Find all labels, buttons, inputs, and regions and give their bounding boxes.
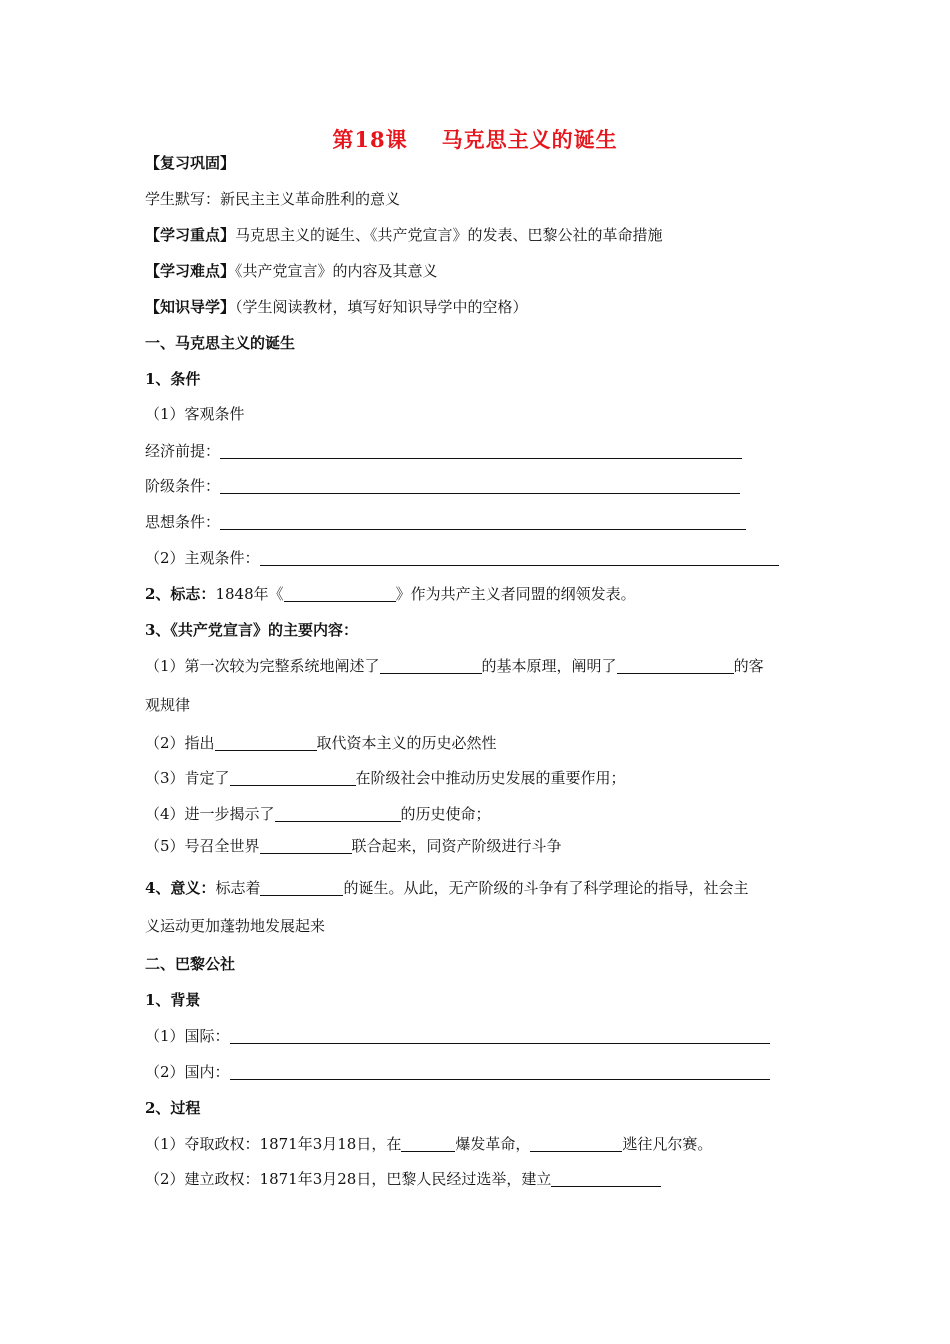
review-heading: 【复习巩固】 — [145, 154, 236, 172]
significance-label: 4、意义： — [145, 879, 216, 897]
significance-line — [145, 877, 748, 899]
process-item-2-pre: （2）建立政权：1871年3月28日，巴黎人民经过选举，建立 — [145, 1170, 552, 1188]
process-item-1-mid: 爆发革命， — [455, 1135, 531, 1153]
difficulty-label: 【学习难点】 — [145, 262, 236, 280]
lesson-title: 马克思主义的诞生 — [441, 127, 618, 152]
conditions-heading: 1、条件 — [145, 370, 201, 388]
content-item-4 — [145, 803, 491, 825]
focus-label: 【学习重点】 — [145, 226, 236, 244]
intl-line — [145, 1025, 770, 1047]
intl-label: （1）国际： — [145, 1027, 230, 1045]
content-item-2 — [145, 732, 497, 754]
class-label: 阶级条件： — [145, 477, 221, 495]
content-item-5 — [145, 835, 562, 857]
guide-line — [145, 296, 528, 318]
content-item-1-pre: （1）第一次较为完整系统地阐述了 — [145, 657, 380, 675]
content-item-4-post: 的历史使命； — [400, 805, 491, 823]
symbol-pre: 1848年《 — [215, 585, 284, 603]
content-item-1-cont: 观规律 — [145, 696, 191, 714]
symbol-line — [145, 583, 636, 605]
focus-line — [145, 224, 663, 246]
difficulty-line — [145, 260, 438, 282]
content-item-5-blank[interactable] — [260, 837, 352, 854]
class-line — [145, 475, 740, 497]
thought-label: 思想条件： — [145, 513, 221, 531]
process-item-1-blank-b[interactable] — [530, 1135, 622, 1152]
content-item-3-blank[interactable] — [230, 769, 356, 786]
content-item-3-pre: （3）肯定了 — [145, 769, 230, 787]
intl-blank[interactable] — [230, 1027, 770, 1044]
symbol-label: 2、标志： — [145, 585, 216, 603]
content-item-5-post: 联合起来，同资产阶级进行斗争 — [351, 837, 562, 855]
content-item-1-blank-a[interactable] — [380, 657, 482, 674]
content-item-4-blank[interactable] — [275, 805, 401, 822]
content-item-2-pre: （2）指出 — [145, 734, 215, 752]
background-heading: 1、背景 — [145, 991, 201, 1009]
domestic-line — [145, 1061, 770, 1083]
content-item-4-pre: （4）进一步揭示了 — [145, 805, 275, 823]
section1-heading: 一、马克思主义的诞生 — [145, 334, 296, 352]
process-heading: 2、过程 — [145, 1099, 201, 1117]
content-heading: 3、《共产党宣言》的主要内容： — [145, 621, 358, 639]
content-item-2-post: 取代资本主义的历史必然性 — [316, 734, 497, 752]
economic-label: 经济前提： — [145, 442, 221, 460]
content-item-5-pre: （5）号召全世界 — [145, 837, 260, 855]
difficulty-text: 《共产党宣言》的内容及其意义 — [235, 262, 438, 280]
domestic-label: （2）国内： — [145, 1063, 230, 1081]
symbol-post: 》作为共产主义者同盟的纲领发表。 — [395, 585, 636, 603]
process-item-1-blank-a[interactable] — [401, 1135, 455, 1152]
content-item-3 — [145, 767, 626, 789]
content-item-1-blank-b[interactable] — [617, 657, 734, 674]
objective-conditions: （1）客观条件 — [145, 405, 245, 423]
guide-text: （学生阅读教材，填写好知识导学中的空格） — [235, 298, 528, 316]
guide-label: 【知识导学】 — [145, 298, 236, 316]
page-title — [0, 124, 950, 154]
significance-blank[interactable] — [260, 879, 343, 896]
process-item-1-pre: （1）夺取政权：1871年3月18日，在 — [145, 1135, 402, 1153]
content-item-1-post: 的客 — [733, 657, 764, 675]
focus-text: 马克思主义的诞生、《共产党宣言》的发表、巴黎公社的革命措施 — [235, 226, 663, 244]
significance-cont: 义运动更加蓬勃地发展起来 — [145, 917, 326, 935]
economic-blank[interactable] — [220, 442, 742, 459]
class-blank[interactable] — [220, 477, 740, 494]
process-item-2 — [145, 1168, 661, 1190]
process-item-1 — [145, 1133, 712, 1155]
content-item-1-mid: 的基本原理，阐明了 — [481, 657, 617, 675]
section2-heading: 二、巴黎公社 — [145, 955, 236, 973]
review-text: 学生默写：新民主主义革命胜利的意义 — [145, 190, 401, 208]
process-item-1-post: 逃往凡尔赛。 — [622, 1135, 713, 1153]
subjective-line — [145, 547, 779, 569]
lesson-number: 第18课 — [332, 127, 408, 152]
subjective-label: （2）主观条件： — [145, 549, 260, 567]
significance-pre: 标志着 — [215, 879, 261, 897]
thought-line — [145, 511, 746, 533]
process-item-2-blank[interactable] — [551, 1170, 661, 1187]
domestic-blank[interactable] — [230, 1063, 770, 1080]
subjective-blank[interactable] — [260, 549, 779, 566]
significance-post: 的诞生。从此，无产阶级的斗争有了科学理论的指导，社会主 — [343, 879, 749, 897]
symbol-blank[interactable] — [284, 585, 396, 602]
content-item-3-post: 在阶级社会中推动历史发展的重要作用； — [355, 769, 626, 787]
content-item-1 — [145, 655, 764, 677]
content-item-2-blank[interactable] — [215, 734, 317, 751]
economic-line — [145, 440, 742, 462]
thought-blank[interactable] — [220, 513, 746, 530]
